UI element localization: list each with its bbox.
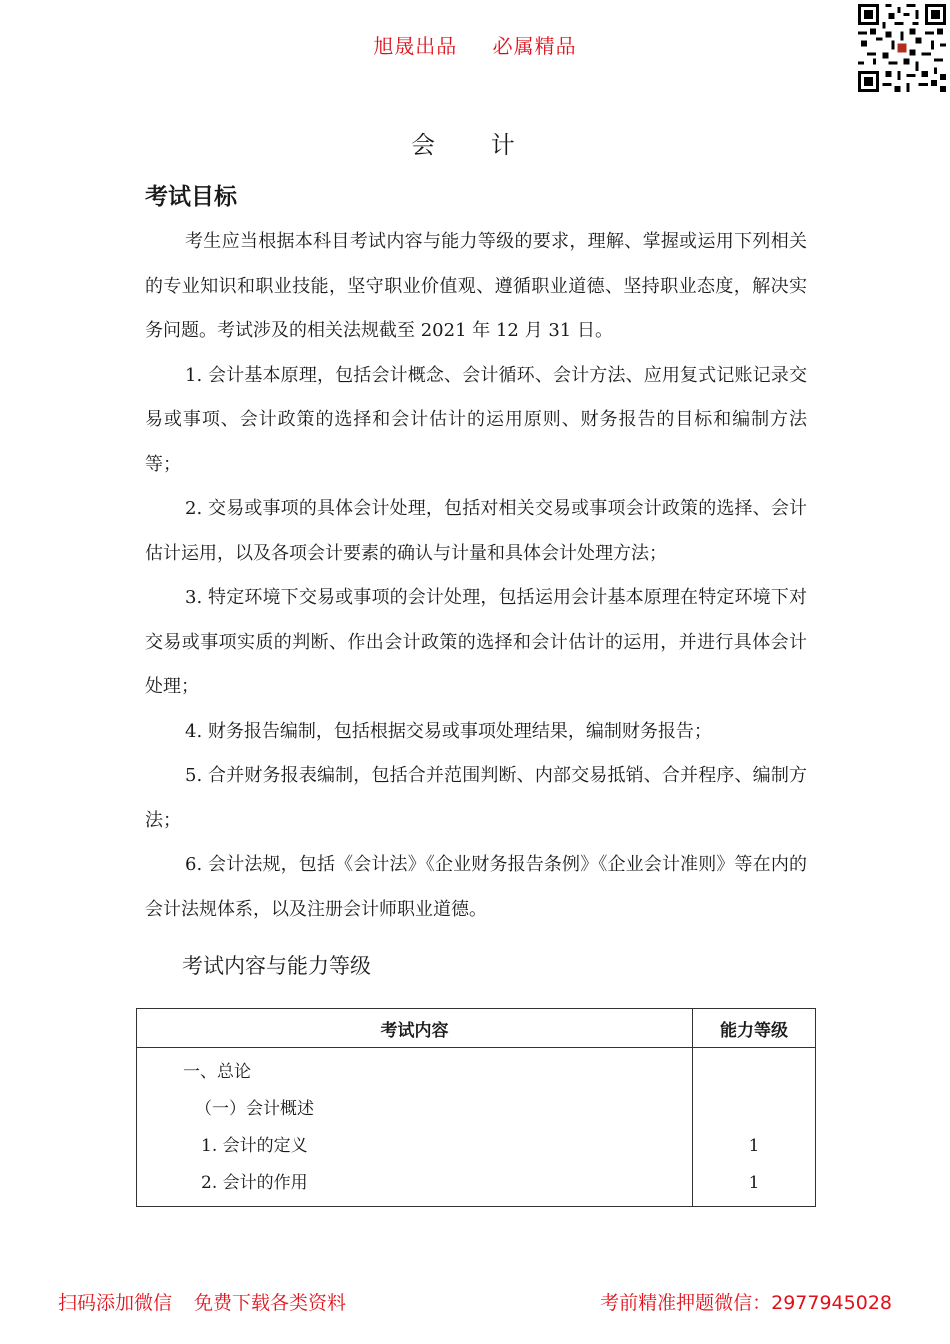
footer-download-text: 免费下载各类资料: [194, 1292, 347, 1314]
brand-right: 必属精品: [492, 34, 577, 58]
level-value: [693, 1091, 815, 1128]
header-brand: [0, 30, 950, 59]
header-content: 考试内容: [137, 1009, 693, 1048]
table-row: 一、总论: [183, 1062, 251, 1082]
body-text: [145, 220, 807, 932]
section-heading: 考试目标: [145, 184, 237, 210]
table-row: 2. 会计的作用: [201, 1173, 308, 1193]
paragraph-item-2: 2. 交易或事项的具体会计处理，包括对相关交易或事项会计政策的选择、会计估计运用，以及各项会计要素的确认与计量和具体会计处理方法；: [145, 498, 807, 564]
sub-heading: 考试内容与能力等级: [182, 954, 371, 978]
paragraph-item-3: 3. 特定环境下交易或事项的会计处理，包括运用会计基本原理在特定环境下对交易或事项实质的判断、作出会计政策的选择和会计估计的运用，并进行具体会计处理；: [145, 587, 807, 697]
level-value: 1: [748, 1173, 760, 1193]
brand-left: 旭晟出品: [373, 34, 458, 58]
content-cell: [137, 1048, 693, 1207]
level-value: 1: [748, 1136, 760, 1156]
header-level: 能力等级: [693, 1009, 816, 1048]
paragraph-item-6: 6. 会计法规，包括《会计法》《企业财务报告条例》《企业会计准则》等在内的会计法规体系，以及注册会计师职业道德。: [145, 854, 807, 920]
footer-contact: 考前精准押题微信：2977945028: [600, 1292, 892, 1314]
document-title: 会 计: [411, 131, 539, 159]
footer-scan-text: 扫码添加微信: [58, 1292, 173, 1314]
paragraph-item-4: 4. 财务报告编制，包括根据交易或事项处理结果，编制财务报告；: [185, 720, 712, 742]
paragraph-intro: 考生应当根据本科目考试内容与能力等级的要求，理解、掌握或运用下列相关的专业知识和职业技能，坚守职业价值观、遵循职业道德、坚持职业态度，解决实务问题。考试涉及的相关法规截至 2021 年 12 月 31 日。: [145, 231, 807, 341]
table-row: 1. 会计的定义: [201, 1136, 308, 1156]
level-value: [693, 1054, 815, 1091]
footer-left: [58, 1288, 346, 1315]
table-body-row: [137, 1048, 816, 1207]
qr-code-icon[interactable]: [858, 4, 946, 92]
level-cell: [693, 1048, 816, 1207]
table-header-row: [137, 1009, 816, 1048]
table-row: （一）会计概述: [195, 1099, 314, 1119]
paragraph-item-1: 1. 会计基本原理，包括会计概念、会计循环、会计方法、应用复式记账记录交易或事项、会计政策的选择和会计估计的运用原则、财务报告的目标和编制方法等；: [145, 364, 807, 475]
paragraph-item-5: 5. 合并财务报表编制，包括合并范围判断、内部交易抵销、合并程序、编制方法；: [145, 765, 807, 831]
content-level-table: [136, 1008, 816, 1207]
